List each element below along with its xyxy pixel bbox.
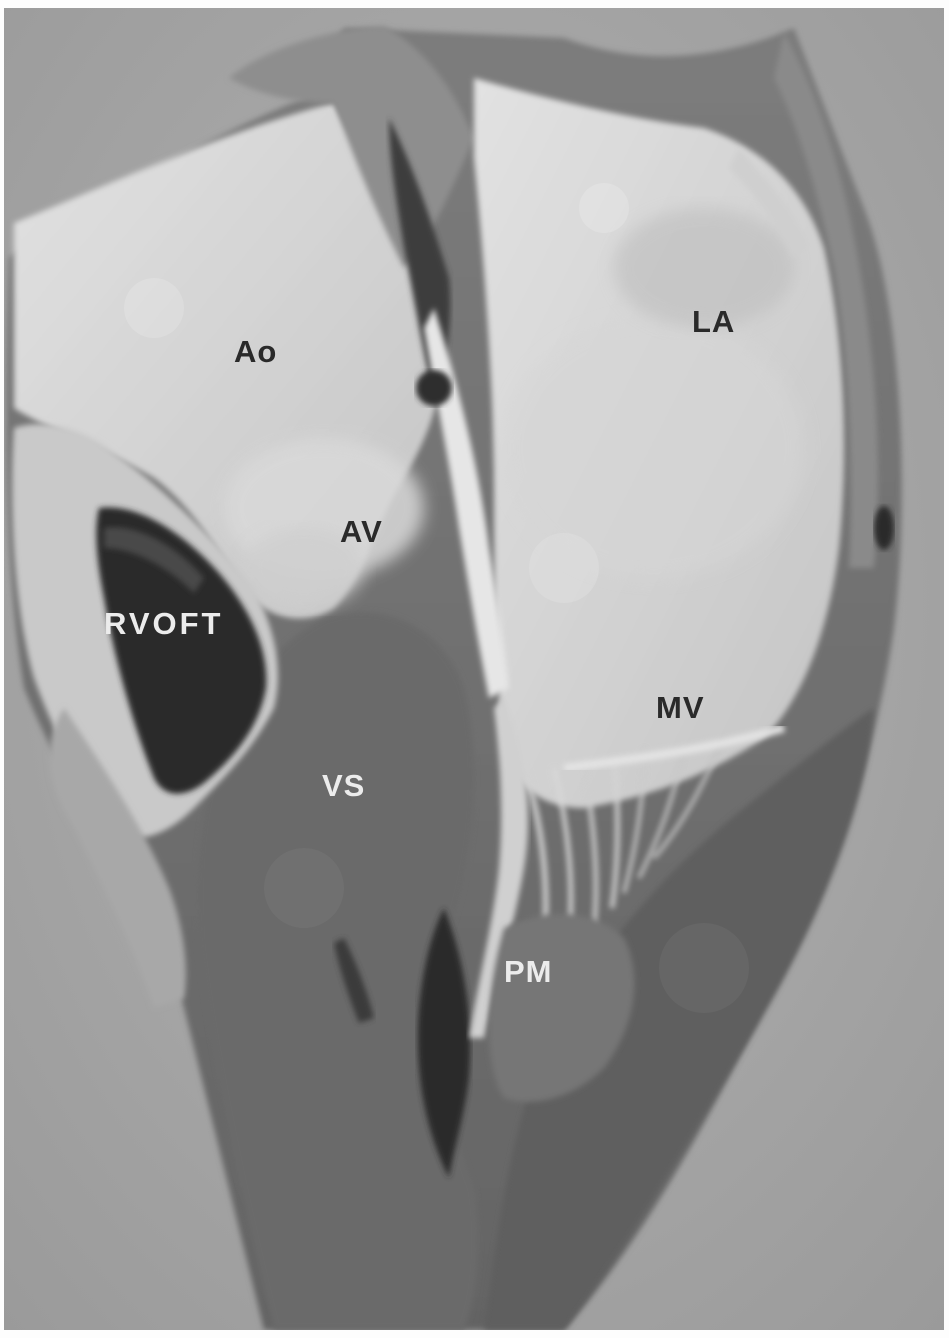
label-rv-outflow-tract: RVOFT xyxy=(104,606,224,641)
heart-specimen-drawing xyxy=(4,8,944,1330)
label-aorta: Ao xyxy=(234,334,278,369)
label-papillary-muscle: PM xyxy=(504,954,553,989)
heart-specimen-photo xyxy=(4,8,944,1330)
label-left-atrium: LA xyxy=(692,304,736,339)
label-aortic-valve: AV xyxy=(340,514,383,549)
label-ventricular-septum: VS xyxy=(322,768,366,803)
label-mitral-valve: MV xyxy=(656,690,705,725)
